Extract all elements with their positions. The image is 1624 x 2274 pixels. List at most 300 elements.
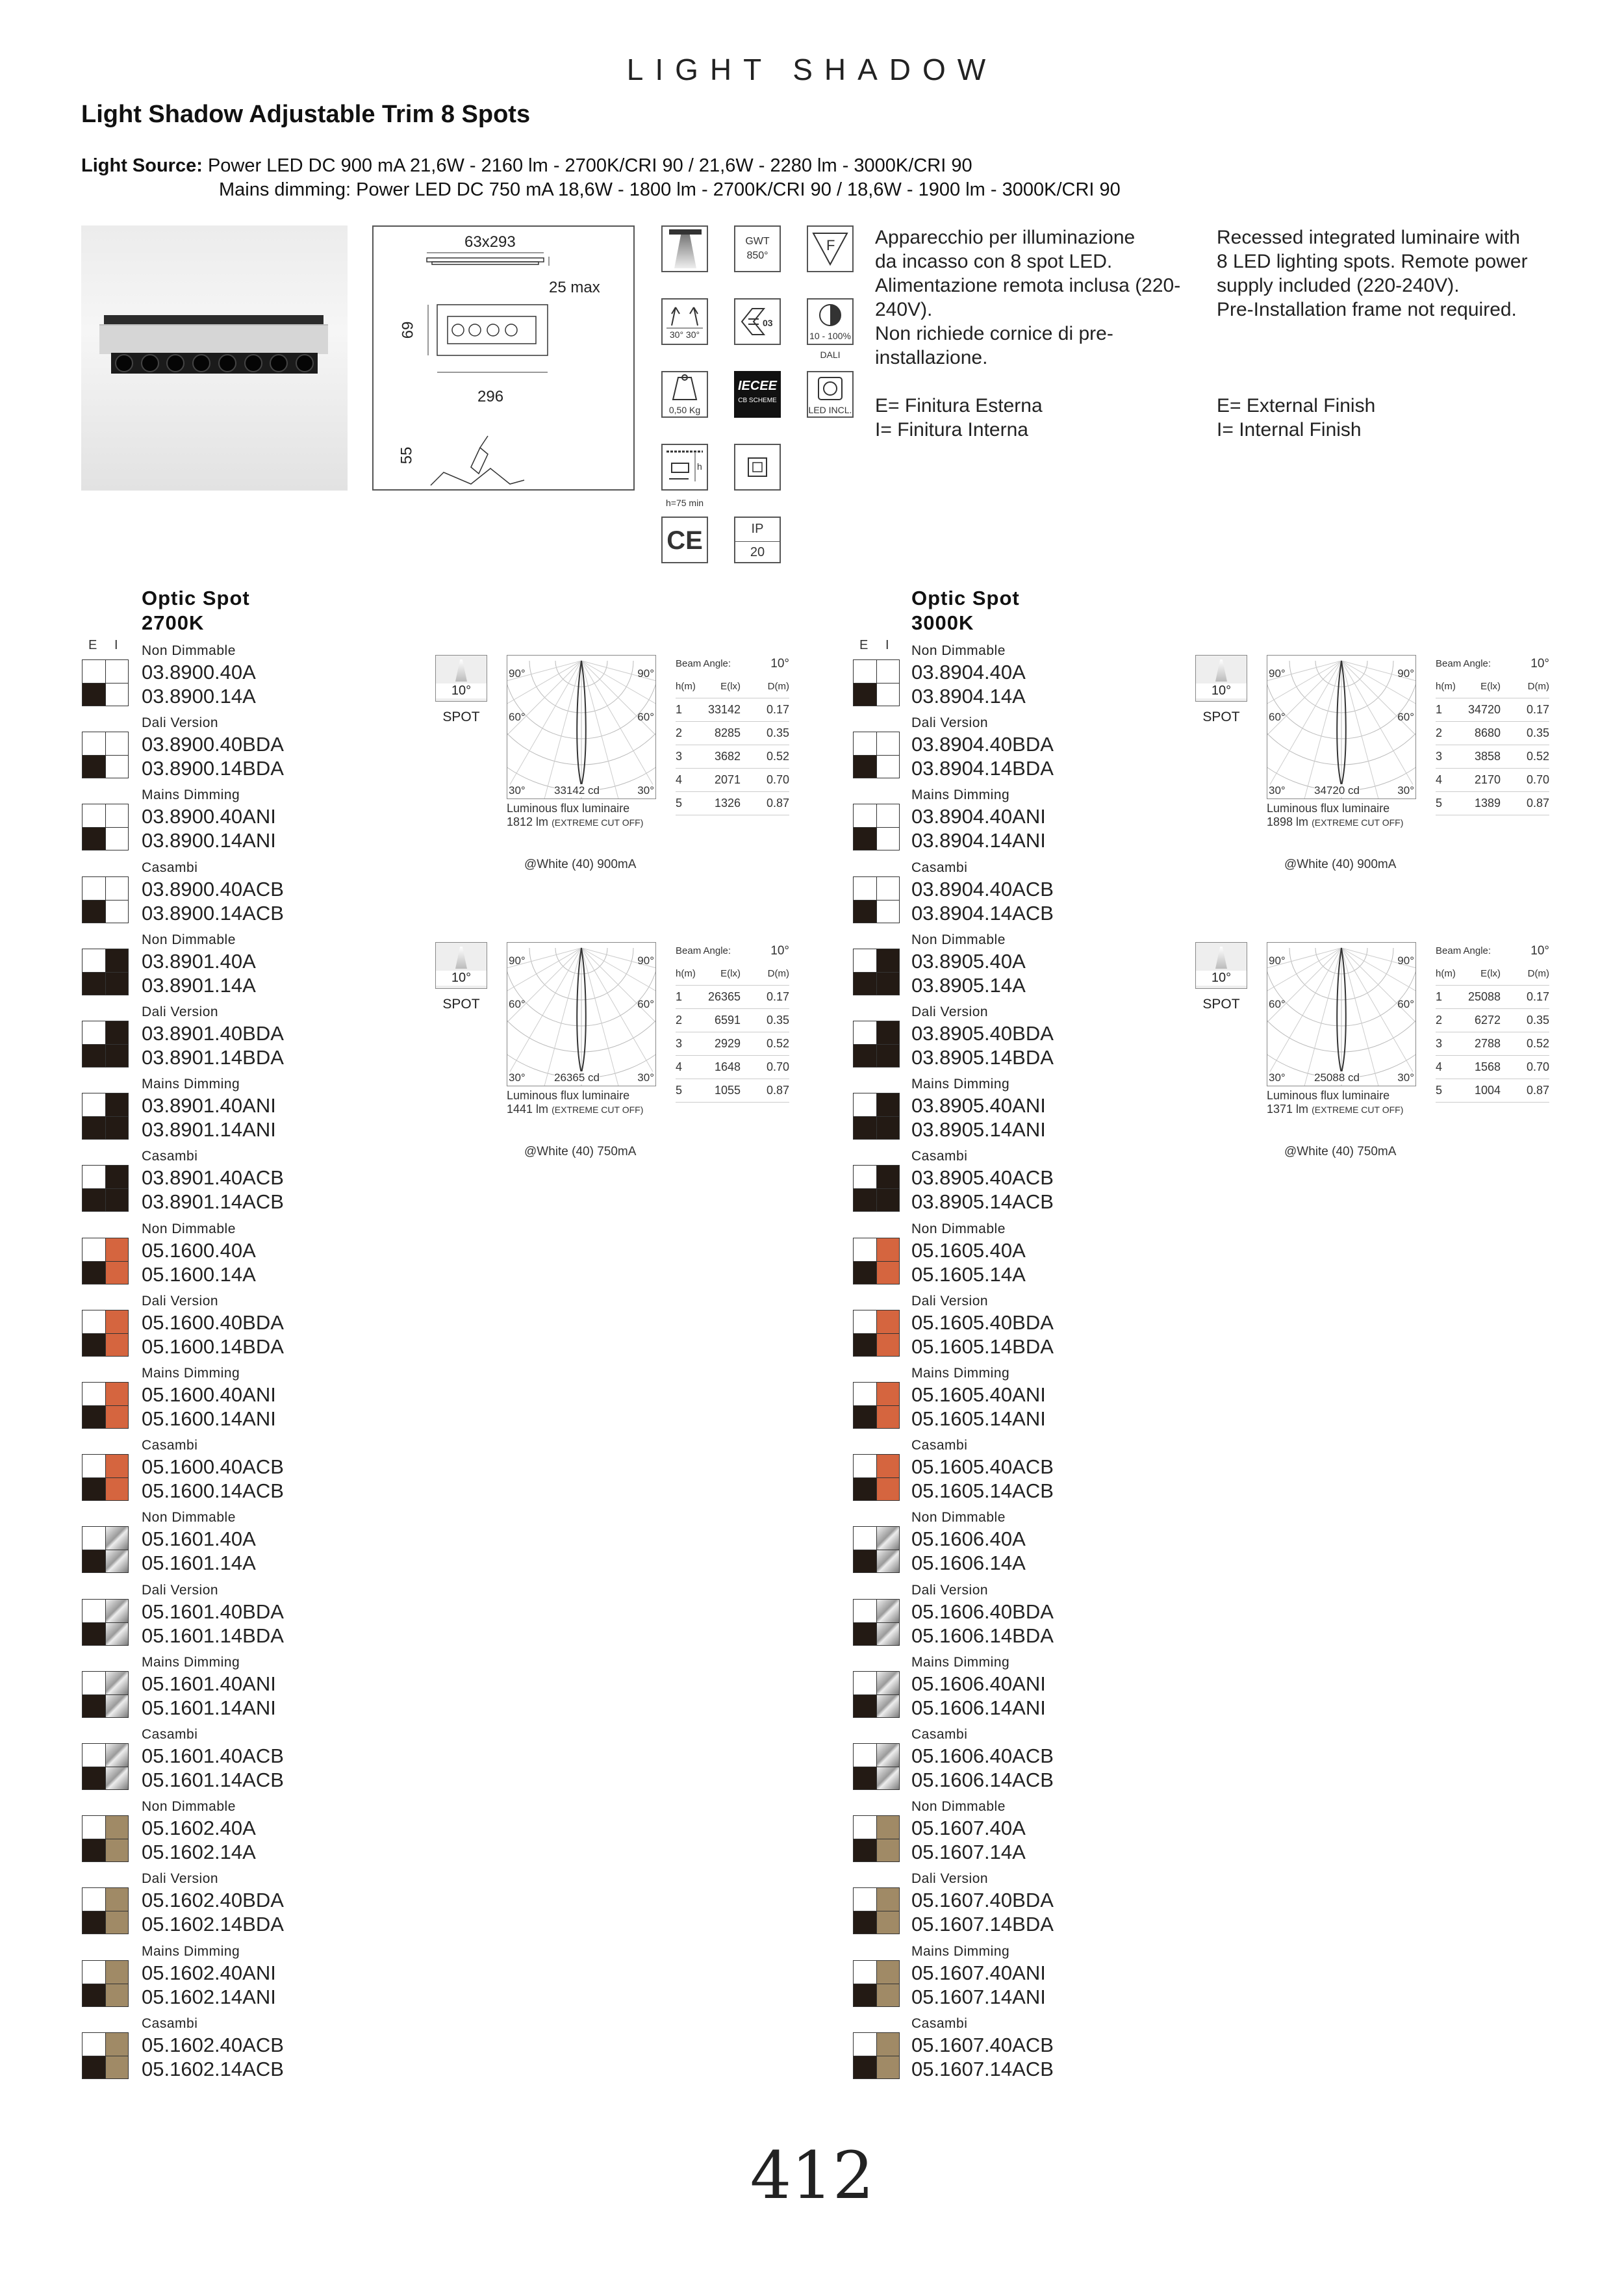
swatch-ext-bottom	[82, 1622, 105, 1645]
product-code: 05.1606.40ANI	[911, 1672, 1046, 1695]
group-label: Casambi	[142, 1438, 198, 1453]
polar-cd: 25088 cd	[1314, 1071, 1360, 1084]
swatch-int-top	[105, 660, 128, 683]
product-code: 03.8904.40ANI	[911, 805, 1046, 828]
swatch-ext-bottom	[854, 1333, 876, 1356]
product-code: 05.1607.40A	[911, 1817, 1026, 1840]
table-cell: 2929	[714, 1037, 741, 1050]
group-label: Casambi	[911, 1727, 968, 1742]
table-cell: 26365	[707, 990, 741, 1003]
swatch-ext-bottom	[82, 2056, 105, 2078]
downlight-icon	[661, 225, 708, 272]
beam-type: SPOT	[442, 709, 480, 724]
table-cell: 3	[676, 1037, 683, 1050]
group-label: Mains Dimming	[142, 1943, 240, 1959]
e-label: E	[859, 638, 869, 652]
group-label: Casambi	[911, 1149, 968, 1164]
product-code: 03.8901.14BDA	[142, 1046, 284, 1069]
swatch-int-top	[105, 949, 128, 972]
swatch-ext-top	[854, 1021, 876, 1044]
finish-swatch	[853, 1815, 900, 1862]
finish-swatch	[853, 1887, 900, 1934]
product-code: 03.8901.40A	[142, 949, 256, 973]
product-code: 05.1605.14ANI	[911, 1407, 1046, 1430]
iecee-label: IECEE	[737, 379, 778, 393]
swatch-int-top	[876, 1383, 899, 1405]
polar-label-90-left: 90°	[1269, 954, 1286, 967]
product-code: 05.1601.14A	[142, 1552, 256, 1575]
finish-swatch	[82, 1382, 129, 1429]
dim-height: 69	[399, 321, 417, 339]
swatch-int-bottom	[876, 972, 899, 995]
product-code: 05.1607.40ANI	[911, 1961, 1046, 1984]
swatch-int-bottom	[876, 1405, 899, 1428]
beam-degree: 10°	[436, 971, 487, 986]
table-row	[676, 1079, 789, 1103]
table-row	[1436, 1032, 1549, 1056]
product-code: 03.8904.40ACB	[911, 877, 1054, 901]
product-code: 03.8900.40A	[142, 661, 256, 683]
table-cell: 1004	[1474, 1084, 1501, 1097]
swatch-ext-top	[82, 732, 105, 755]
i-label: I	[114, 638, 118, 652]
group-label: Dali Version	[911, 1293, 989, 1309]
product-code: 05.1606.14A	[911, 1552, 1026, 1575]
group-label: Non Dimmable	[142, 643, 236, 658]
table-cell: 8285	[714, 726, 741, 739]
swatch-ext-top	[854, 1166, 876, 1188]
swatch-int-bottom	[876, 1694, 899, 1717]
swatch-ext-bottom	[854, 1622, 876, 1645]
drive-note: @White (40) 900mA	[524, 858, 637, 871]
swatch-ext-bottom	[82, 1984, 105, 2006]
polar-label-30-right: 30°	[1397, 784, 1414, 797]
polar-label-90-left: 90°	[1269, 667, 1286, 680]
polar-cd: 33142 cd	[554, 784, 600, 797]
swatch-ext-top	[82, 660, 105, 683]
ip-rating-icon	[734, 517, 781, 563]
table-row	[676, 698, 789, 722]
finish-swatch	[82, 1021, 129, 1067]
illuminance-table	[1436, 939, 1549, 1103]
group-label: Dali Version	[142, 1004, 219, 1019]
table-cell: 1389	[1474, 797, 1501, 810]
finish-swatch	[853, 1093, 900, 1140]
finish-legend-en	[1217, 394, 1375, 442]
table-header: h(m)	[676, 968, 696, 979]
product-code: 03.8900.40ACB	[142, 877, 284, 901]
table-cell: 1568	[1474, 1060, 1501, 1073]
swatch-ext-top	[82, 1310, 105, 1333]
finish-legend-it	[875, 394, 1043, 442]
finish-swatch	[853, 659, 900, 706]
photo-body	[99, 324, 328, 354]
group-label: Dali Version	[911, 715, 989, 731]
group-label: Dali Version	[911, 1004, 989, 1019]
svg-text:F: F	[826, 237, 835, 253]
group-label: Non Dimmable	[911, 643, 1006, 658]
swatch-ext-top	[82, 1961, 105, 1984]
table-cell: 0.17	[1526, 703, 1549, 716]
group-label: Dali Version	[142, 1582, 219, 1598]
finish-swatch	[853, 1526, 900, 1573]
swatch-ext-bottom	[82, 1550, 105, 1572]
cutoff-label: (EXTREME CUT OFF)	[552, 1105, 644, 1115]
product-code: 05.1606.40ACB	[911, 1744, 1054, 1767]
polar-label-30-left: 30°	[509, 1071, 526, 1084]
product-code: 05.1600.40ANI	[142, 1383, 276, 1406]
group-label: Casambi	[142, 1727, 198, 1742]
e-label: E	[88, 638, 97, 652]
product-code: 03.8905.14BDA	[911, 1046, 1054, 1069]
swatch-int-bottom	[876, 1911, 899, 1934]
product-code: 05.1606.14ACB	[911, 1769, 1054, 1791]
swatch-ext-top	[854, 1455, 876, 1477]
table-header: E(lx)	[720, 681, 741, 692]
flux-value: 1812 lm	[507, 815, 549, 828]
swatch-ext-top	[854, 732, 876, 755]
product-code: 05.1605.40ACB	[911, 1455, 1054, 1479]
product-title: Light Shadow Adjustable Trim 8 Spots	[81, 101, 531, 128]
finish-swatch	[853, 1382, 900, 1429]
flux-value: 1898 lm	[1267, 815, 1309, 828]
group-label: Non Dimmable	[142, 932, 236, 947]
table-cell: 1648	[714, 1060, 741, 1073]
dim-top: 63x293	[464, 233, 516, 251]
finish-swatch	[82, 1165, 129, 1212]
page-number: 412	[750, 2138, 874, 2214]
table-cell: 1	[1436, 703, 1443, 716]
swatch-int-top	[105, 1238, 128, 1261]
beam-angle-value: 10°	[1530, 943, 1549, 958]
product-photo	[81, 225, 348, 491]
table-cell: 6591	[714, 1014, 741, 1027]
swatch-int-top	[105, 1093, 128, 1116]
swatch-ext-top	[854, 2033, 876, 2056]
flux-block	[1267, 1089, 1403, 1116]
finish-swatch	[853, 1310, 900, 1357]
swatch-ext-top	[854, 1816, 876, 1839]
group-label: Non Dimmable	[142, 1221, 236, 1236]
swatch-int-bottom	[876, 1261, 899, 1284]
flux-value: 1371 lm	[1267, 1103, 1309, 1116]
swatch-int-top	[876, 1455, 899, 1477]
group-label: Non Dimmable	[911, 1510, 1006, 1526]
swatch-ext-top	[854, 1744, 876, 1767]
swatch-ext-bottom	[82, 1694, 105, 1717]
swatch-ext-top	[82, 1455, 105, 1477]
swatch-int-bottom	[876, 1116, 899, 1139]
product-code: 03.8904.14ACB	[911, 901, 1054, 925]
table-cell: 34720	[1467, 703, 1501, 716]
swatch-ext-bottom	[82, 972, 105, 995]
swatch-int-bottom	[105, 1477, 128, 1500]
product-code: 03.8900.14BDA	[142, 757, 284, 780]
table-cell: 0.17	[1526, 990, 1549, 1003]
swatch-ext-top	[82, 1383, 105, 1405]
table-row	[1436, 769, 1549, 792]
table-row	[1436, 792, 1549, 815]
desc-en-line: Pre-Installation frame not required.	[1217, 299, 1517, 320]
swatch-ext-bottom	[854, 1116, 876, 1139]
product-code: 05.1602.40ACB	[142, 2033, 284, 2056]
table-cell: 0.52	[766, 1037, 789, 1050]
table-cell: 3	[676, 750, 683, 763]
swatch-ext-top	[82, 1816, 105, 1839]
product-code: 05.1600.14ANI	[142, 1407, 276, 1430]
product-code: 05.1602.40BDA	[142, 1889, 284, 1912]
swatch-int-bottom	[876, 1839, 899, 1861]
table-header: h(m)	[1436, 968, 1456, 979]
swatch-int-bottom	[105, 1767, 128, 1789]
group-label: Dali Version	[142, 1871, 219, 1887]
finish-swatch	[82, 1599, 129, 1646]
ce-mark-icon: CE	[661, 517, 708, 563]
product-code: 03.8904.40BDA	[911, 733, 1054, 756]
product-code: 05.1600.40A	[142, 1238, 256, 1262]
polar-label-60-right: 60°	[1397, 998, 1414, 1010]
desc-en-line: 8 LED lighting spots. Remote power	[1217, 251, 1528, 272]
beam-icon	[1195, 942, 1247, 989]
group-label: Mains Dimming	[911, 1654, 1010, 1670]
swatch-int-top	[105, 1744, 128, 1767]
swatch-ext-bottom	[82, 755, 105, 778]
swatch-int-top	[876, 1816, 899, 1839]
table-cell: 3	[1436, 1037, 1443, 1050]
drive-note: @White (40) 900mA	[1284, 858, 1397, 871]
f-mark-icon	[807, 225, 854, 272]
drive-note: @White (40) 750mA	[524, 1145, 637, 1158]
table-cell: 6272	[1474, 1014, 1501, 1027]
swatch-ext-bottom	[854, 1694, 876, 1717]
table-cell: 2	[676, 726, 683, 739]
swatch-int-top	[105, 1166, 128, 1188]
swatch-ext-top	[854, 1888, 876, 1911]
table-header: E(lx)	[1480, 681, 1501, 692]
svg-text:h: h	[697, 461, 702, 472]
group-label: Casambi	[911, 860, 968, 875]
table-row	[676, 745, 789, 769]
swatch-int-top	[105, 804, 128, 827]
swatch-ext-top	[82, 949, 105, 972]
group-label: Mains Dimming	[142, 1654, 240, 1670]
table-cell: 2170	[1474, 773, 1501, 786]
table-cell: 2	[676, 1014, 683, 1027]
product-code: 05.1601.40ACB	[142, 1744, 284, 1767]
polar-label-60-left: 60°	[1269, 711, 1286, 723]
desc-it-line: Alimentazione remota inclusa (220-	[875, 275, 1181, 296]
column-title-line: Optic Spot	[911, 587, 1020, 609]
swatch-int-top	[876, 1600, 899, 1622]
finish-swatch	[853, 804, 900, 850]
finish-swatch	[853, 949, 900, 995]
swatch-ext-top	[82, 1527, 105, 1550]
polar-label-60-right: 60°	[637, 998, 654, 1010]
swatch-ext-top	[854, 1600, 876, 1622]
swatch-ext-top	[854, 1238, 876, 1261]
desc-en-line: supply included (220-240V).	[1217, 275, 1460, 296]
table-cell: 5	[676, 797, 683, 810]
swatch-int-bottom	[876, 827, 899, 850]
desc-it-line: 240V).	[875, 299, 933, 320]
table-cell: 0.52	[766, 750, 789, 763]
table-cell: 3	[1436, 750, 1443, 763]
table-cell: 0.17	[766, 990, 789, 1003]
table-row	[1436, 722, 1549, 745]
swatch-int-bottom	[105, 755, 128, 778]
group-label: Non Dimmable	[142, 1799, 236, 1815]
beam-type: SPOT	[1202, 709, 1240, 724]
polar-label-30-left: 30°	[1269, 784, 1286, 797]
table-cell: 0.35	[766, 726, 789, 739]
table-cell: 0.17	[766, 703, 789, 716]
flux-block	[1267, 802, 1403, 829]
swatch-ext-bottom	[854, 1550, 876, 1572]
swatch-int-top	[105, 1527, 128, 1550]
table-row	[1436, 986, 1549, 1009]
product-code: 05.1601.40A	[142, 1527, 256, 1551]
swatch-int-bottom	[105, 1044, 128, 1067]
swatch-int-bottom	[105, 972, 128, 995]
swatch-ext-bottom	[854, 1911, 876, 1934]
swatch-ext-top	[854, 877, 876, 900]
finish-swatch	[82, 1815, 129, 1862]
polar-label-90-right: 90°	[1397, 954, 1414, 967]
table-header: D(m)	[767, 968, 789, 979]
table-cell: 0.35	[1526, 1014, 1549, 1027]
polar-label-30-left: 30°	[509, 784, 526, 797]
product-code: 05.1602.40ANI	[142, 1961, 276, 1984]
swatch-ext-bottom	[854, 972, 876, 995]
table-cell: 5	[1436, 797, 1443, 810]
swatch-int-top	[876, 877, 899, 900]
product-code: 03.8905.14A	[911, 973, 1026, 997]
table-cell: 25088	[1467, 990, 1501, 1003]
swatch-int-bottom	[105, 1550, 128, 1572]
product-code: 03.8905.14ANI	[911, 1118, 1046, 1142]
table-cell: 2	[1436, 726, 1443, 739]
product-code: 05.1606.14BDA	[911, 1624, 1054, 1647]
description-it	[875, 225, 1180, 370]
class-rating-icon	[734, 298, 781, 345]
finish-swatch	[82, 876, 129, 923]
product-code: 03.8900.40ANI	[142, 805, 276, 828]
product-code: 05.1600.40ACB	[142, 1455, 284, 1479]
swatch-ext-bottom	[82, 1477, 105, 1500]
product-code: 03.8904.14ANI	[911, 829, 1046, 852]
table-cell: 0.52	[1526, 750, 1549, 763]
swatch-int-top	[876, 1310, 899, 1333]
table-cell: 0.87	[1526, 1084, 1549, 1097]
brand-title: LIGHT SHADOW	[626, 53, 998, 86]
swatch-int-top	[105, 1310, 128, 1333]
product-code: 03.8905.40ANI	[911, 1094, 1046, 1118]
finish-swatch	[82, 1960, 129, 2007]
swatch-int-bottom	[876, 1550, 899, 1572]
polar-label-60-left: 60°	[509, 711, 526, 723]
column-title-2700k	[142, 586, 250, 635]
finish-swatch	[853, 1671, 900, 1718]
flux-label: Luminous flux luminaire	[507, 1089, 630, 1102]
polar-cd: 34720 cd	[1314, 784, 1360, 797]
group-label: Mains Dimming	[911, 787, 1010, 803]
light-source-label: Light Source:	[81, 155, 203, 176]
product-code: 03.8905.40BDA	[911, 1022, 1054, 1045]
table-cell: 0.70	[766, 773, 789, 786]
product-code: 05.1600.14ACB	[142, 1479, 284, 1503]
swatch-ext-bottom	[82, 900, 105, 923]
table-row	[1436, 1009, 1549, 1032]
product-code: 03.8904.14A	[911, 685, 1026, 708]
dim-range-label: 10 - 100%	[809, 331, 851, 341]
table-cell: 0.52	[1526, 1037, 1549, 1050]
led-incl-label: LED INCL.	[808, 405, 852, 415]
table-cell: 0.87	[1526, 797, 1549, 810]
desc-it-line: installazione.	[875, 347, 988, 368]
finish-swatch	[853, 1454, 900, 1501]
swatch-int-top	[105, 1672, 128, 1694]
swatch-int-bottom	[105, 900, 128, 923]
column-title-line: 3000K	[911, 611, 974, 634]
swatch-int-top	[105, 732, 128, 755]
swatch-int-bottom	[876, 1622, 899, 1645]
table-row	[1436, 698, 1549, 722]
polar-label-60-right: 60°	[1397, 711, 1414, 723]
group-label: Dali Version	[142, 715, 219, 731]
table-row	[676, 1032, 789, 1056]
group-label: Dali Version	[911, 1871, 989, 1887]
finish-swatch	[82, 1526, 129, 1573]
swatch-ext-bottom	[854, 827, 876, 850]
swatch-ext-bottom	[82, 1261, 105, 1284]
table-cell: 5	[1436, 1084, 1443, 1097]
desc-it-line: da incasso con 8 spot LED.	[875, 251, 1113, 272]
polar-label-90-left: 90°	[509, 667, 526, 680]
swatch-ext-top	[854, 1383, 876, 1405]
product-code: 03.8901.14ACB	[142, 1190, 284, 1214]
polar-diagram	[1267, 655, 1416, 799]
polar-diagram	[1267, 942, 1416, 1086]
table-header: h(m)	[676, 681, 696, 692]
table-cell: 0.70	[766, 1060, 789, 1073]
finish-swatch	[853, 1743, 900, 1790]
table-cell: 4	[676, 1060, 683, 1073]
swatch-int-top	[876, 1527, 899, 1550]
product-code: 03.8905.40A	[911, 949, 1026, 973]
glow-wire-icon	[734, 225, 781, 272]
swatch-int-bottom	[105, 1839, 128, 1861]
table-cell: 3858	[1474, 750, 1501, 763]
group-label: Mains Dimming	[142, 1366, 240, 1381]
desc-en-line: Recessed integrated luminaire with	[1217, 227, 1520, 248]
swatch-int-bottom	[876, 683, 899, 706]
swatch-ext-top	[854, 949, 876, 972]
swatch-int-bottom	[105, 1694, 128, 1717]
swatch-ext-bottom	[854, 1405, 876, 1428]
beam-angle-label: Beam Angle:	[676, 658, 731, 669]
product-code: 03.8905.14ACB	[911, 1190, 1054, 1214]
product-code: 05.1605.14ACB	[911, 1479, 1054, 1503]
product-code: 05.1607.14A	[911, 1841, 1026, 1864]
group-label: Casambi	[142, 2015, 198, 2031]
beam-type: SPOT	[1202, 997, 1240, 1012]
polar-diagram	[507, 655, 656, 799]
table-cell: 2071	[714, 773, 741, 786]
swatch-ext-top	[82, 804, 105, 827]
product-code: 05.1605.14BDA	[911, 1335, 1054, 1358]
swatch-ext-top	[854, 660, 876, 683]
table-header: h(m)	[1436, 681, 1456, 692]
